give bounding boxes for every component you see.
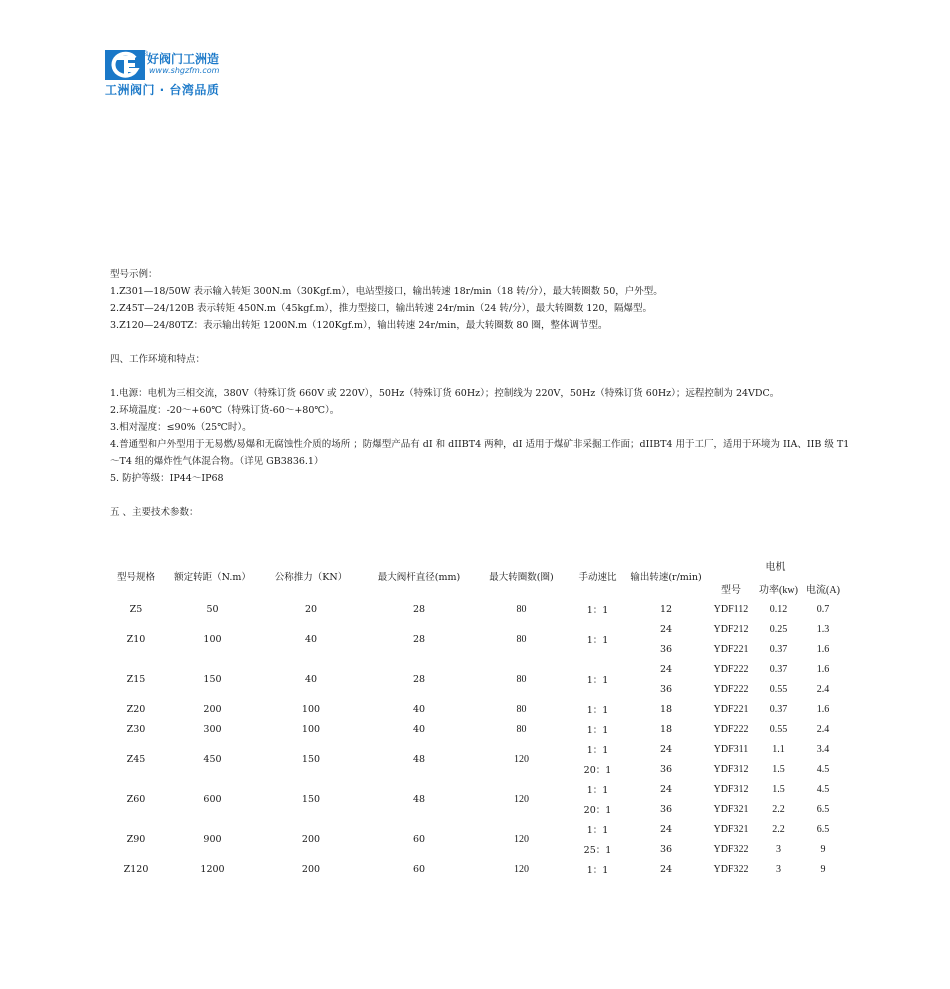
section4-item: 4.普通型和户外型用于无易燃/易爆和无腐蚀性介质的场所 ；防爆型产品有 dI 和 dIIBT4 两种，dI 适用于煤矿非采掘工作面；dIIBT4 用于工厂，适用于环境为 IIA、IIB 级 T1～T4 组的爆炸性气体混合物。（详见 GB3836.1） <box>110 439 850 467</box>
cell-turns: 120 <box>514 863 529 875</box>
cell-speed: 12 <box>659 603 673 615</box>
cell-motor-power: 1.5 <box>772 783 785 795</box>
gt-logo-icon <box>105 50 145 80</box>
cell-model: Z45 <box>126 753 146 765</box>
header-motor: 电机 <box>765 561 786 573</box>
header-motor-power: 功率(kw) <box>759 584 798 596</box>
cell-ratio: 1：1 <box>586 705 609 716</box>
cell-motor-current: 1.6 <box>816 703 830 715</box>
cell-stem: 28 <box>412 603 426 615</box>
cell-turns: 80 <box>516 673 527 685</box>
cell-turns: 120 <box>514 753 529 765</box>
example-line: 2.Z45T—24/120B 表示转矩 450N.m（45kgf.m），推力型接口，输出转速 24r/min（24 转/分），最大转圈数 120，隔爆型。 <box>110 303 653 314</box>
cell-speed: 36 <box>659 803 673 815</box>
cell-speed: 24 <box>659 663 673 675</box>
cell-turns: 120 <box>514 793 529 805</box>
cell-motor-power: 2.2 <box>772 803 785 815</box>
cell-stem: 40 <box>412 703 426 715</box>
cell-motor-current: 0.7 <box>816 603 830 615</box>
header-motor-model: 型号 <box>721 584 741 596</box>
cell-motor-power: 0.12 <box>769 603 788 615</box>
header-ratio: 手动速比 <box>578 572 617 583</box>
cell-motor-power: 0.25 <box>769 623 788 635</box>
cell-model: Z120 <box>123 863 149 875</box>
cell-motor-model: YDF222 <box>713 723 749 735</box>
cell-torque: 50 <box>206 603 219 615</box>
table-row <box>105 619 845 639</box>
cell-speed: 18 <box>659 723 673 735</box>
header-turns: 最大转圈数(圈) <box>489 572 554 583</box>
cell-speed: 18 <box>659 703 673 715</box>
cell-motor-current: 2.4 <box>816 723 830 735</box>
cell-torque: 200 <box>203 703 222 715</box>
section4-item: 3.相对湿度：≤90%（25℃时）。 <box>110 422 252 433</box>
cell-speed: 36 <box>659 843 673 855</box>
section4-item: 2.环境温度：-20～+60℃（特殊订货-60～+80℃）。 <box>110 405 340 416</box>
table-row <box>105 739 845 759</box>
company-logo <box>105 50 239 96</box>
cell-model: Z5 <box>129 603 143 615</box>
cell-motor-current: 1.6 <box>816 663 830 675</box>
logo-slogan: 工洲阀门 · 台湾品质 <box>105 83 220 97</box>
section5-heading: 五 、主要技术参数： <box>110 507 199 518</box>
cell-speed: 24 <box>659 743 673 755</box>
logo-url: www.shgzfm.com <box>149 66 220 75</box>
cell-motor-power: 0.55 <box>769 723 788 735</box>
table-row <box>105 699 845 719</box>
cell-thrust: 200 <box>301 833 321 845</box>
registered-mark: ® <box>142 50 149 58</box>
cell-motor-power: 3 <box>776 863 781 875</box>
cell-turns: 80 <box>516 703 527 715</box>
cell-motor-model: YDF222 <box>713 663 749 675</box>
table-row <box>105 779 845 799</box>
cell-motor-power: 0.37 <box>769 663 788 675</box>
cell-thrust: 40 <box>304 673 318 685</box>
cell-thrust: 40 <box>304 633 318 645</box>
cell-motor-current: 4.5 <box>816 783 830 795</box>
cell-motor-current: 1.3 <box>816 623 830 635</box>
cell-torque: 100 <box>203 633 222 645</box>
cell-motor-power: 1.5 <box>772 763 785 775</box>
header-stem: 最大阀杆直径(mm) <box>377 572 461 583</box>
cell-model: Z15 <box>126 673 146 685</box>
cell-stem: 60 <box>412 833 426 845</box>
cell-motor-power: 1.1 <box>772 743 785 755</box>
cell-motor-current: 2.4 <box>816 683 830 695</box>
cell-stem: 60 <box>412 863 426 875</box>
cell-motor-model: YDF312 <box>713 763 749 775</box>
cell-torque: 900 <box>203 833 222 845</box>
cell-ratio: 1：1 <box>586 725 609 736</box>
cell-thrust: 20 <box>304 603 318 615</box>
specs-table <box>105 553 845 879</box>
cell-motor-model: YDF312 <box>713 783 749 795</box>
cell-ratio: 1：1 <box>586 745 609 756</box>
section4-heading: 四、工作环境和特点： <box>110 354 206 365</box>
example-line: 1.Z301—18/50W 表示输入转矩 300N.m（30Kgf.m），电站型接口，输出转速 18r/min（18 转/分），最大转圈数 50，户外型。 <box>110 286 663 297</box>
cell-motor-current: 6.5 <box>816 803 830 815</box>
section4-item: 1.电源：电机为三相交流，380V（特殊订货 660V 或 220V），50Hz（特殊订货 60Hz）；控制线为 220V，50Hz（特殊订货 60Hz）；远程控制为 24VDC。 <box>110 388 780 399</box>
cell-torque: 300 <box>203 723 222 735</box>
table-row <box>105 859 845 879</box>
cell-ratio: 1：1 <box>586 635 609 646</box>
cell-ratio: 1：1 <box>586 605 609 616</box>
cell-ratio: 20：1 <box>583 805 612 816</box>
cell-thrust: 200 <box>301 863 321 875</box>
cell-thrust: 100 <box>301 723 321 735</box>
cell-torque: 1200 <box>200 863 225 875</box>
cell-stem: 28 <box>412 673 426 685</box>
header-speed: 输出转速(r/min) <box>630 572 702 583</box>
cell-motor-model: YDF322 <box>713 843 749 855</box>
table-row <box>105 659 845 679</box>
cell-speed: 24 <box>659 863 673 875</box>
cell-ratio: 1：1 <box>586 675 609 686</box>
header-torque: 额定转距（N.m） <box>174 572 251 583</box>
example-line: 3.Z120—24/80TZ：表示输出转矩 1200N.m（120Kgf.m），输出转速 24r/min，最大转圈数 80 圈，整体调节型。 <box>110 320 608 331</box>
cell-motor-model: YDF321 <box>713 803 749 815</box>
cell-stem: 48 <box>412 793 426 805</box>
cell-motor-model: YDF212 <box>713 623 749 635</box>
cell-motor-model: YDF112 <box>713 603 749 615</box>
cell-stem: 40 <box>412 723 426 735</box>
cell-motor-model: YDF221 <box>713 703 749 715</box>
cell-speed: 24 <box>659 823 673 835</box>
cell-turns: 80 <box>516 603 527 615</box>
table-row <box>105 599 845 619</box>
cell-motor-model: YDF322 <box>713 863 749 875</box>
cell-motor-model: YDF221 <box>713 643 749 655</box>
cell-turns: 80 <box>516 633 527 645</box>
cell-speed: 36 <box>659 763 673 775</box>
cell-thrust: 150 <box>301 753 321 765</box>
cell-stem: 48 <box>412 753 426 765</box>
section4-item: 5. 防护等级：IP44～IP68 <box>110 473 224 484</box>
example-heading: 型号示例： <box>110 269 158 280</box>
cell-speed: 36 <box>659 683 673 695</box>
cell-motor-current: 1.6 <box>816 643 830 655</box>
cell-torque: 150 <box>203 673 222 685</box>
cell-model: Z20 <box>126 703 146 715</box>
cell-motor-model: YDF222 <box>713 683 749 695</box>
cell-ratio: 1：1 <box>586 865 609 876</box>
cell-ratio: 20：1 <box>583 765 612 776</box>
cell-speed: 24 <box>659 783 673 795</box>
cell-model: Z90 <box>126 833 146 845</box>
cell-thrust: 150 <box>301 793 321 805</box>
cell-motor-current: 6.5 <box>816 823 830 835</box>
cell-torque: 450 <box>203 753 222 765</box>
cell-motor-current: 9 <box>820 843 826 855</box>
cell-motor-current: 4.5 <box>816 763 830 775</box>
cell-speed: 24 <box>659 623 673 635</box>
header-thrust: 公称推力（KN） <box>274 572 348 583</box>
header-motor-current: 电流(A) <box>806 584 840 596</box>
cell-turns: 120 <box>514 833 529 845</box>
cell-ratio: 25：1 <box>583 845 612 856</box>
header-model: 型号规格 <box>116 572 155 583</box>
logo-brand-line: 好阀门工洲造 <box>147 52 220 66</box>
cell-turns: 80 <box>516 723 527 735</box>
cell-motor-power: 0.55 <box>769 683 788 695</box>
cell-model: Z30 <box>126 723 146 735</box>
table-row <box>105 719 845 739</box>
document-body <box>110 266 850 521</box>
cell-motor-power: 0.37 <box>769 703 788 715</box>
cell-motor-power: 0.37 <box>769 643 788 655</box>
table-row <box>105 819 845 839</box>
cell-motor-current: 9 <box>820 863 826 875</box>
cell-thrust: 100 <box>301 703 321 715</box>
cell-speed: 36 <box>659 643 673 655</box>
cell-ratio: 1：1 <box>586 785 609 796</box>
cell-motor-power: 3 <box>776 843 781 855</box>
cell-motor-power: 2.2 <box>772 823 785 835</box>
cell-stem: 28 <box>412 633 426 645</box>
table-header-row <box>105 553 845 577</box>
cell-model: Z60 <box>126 793 146 805</box>
cell-motor-current: 3.4 <box>816 743 830 755</box>
cell-motor-model: YDF311 <box>713 743 749 755</box>
cell-ratio: 1：1 <box>586 825 609 836</box>
cell-motor-model: YDF321 <box>713 823 749 835</box>
cell-torque: 600 <box>203 793 222 805</box>
cell-model: Z10 <box>126 633 146 645</box>
